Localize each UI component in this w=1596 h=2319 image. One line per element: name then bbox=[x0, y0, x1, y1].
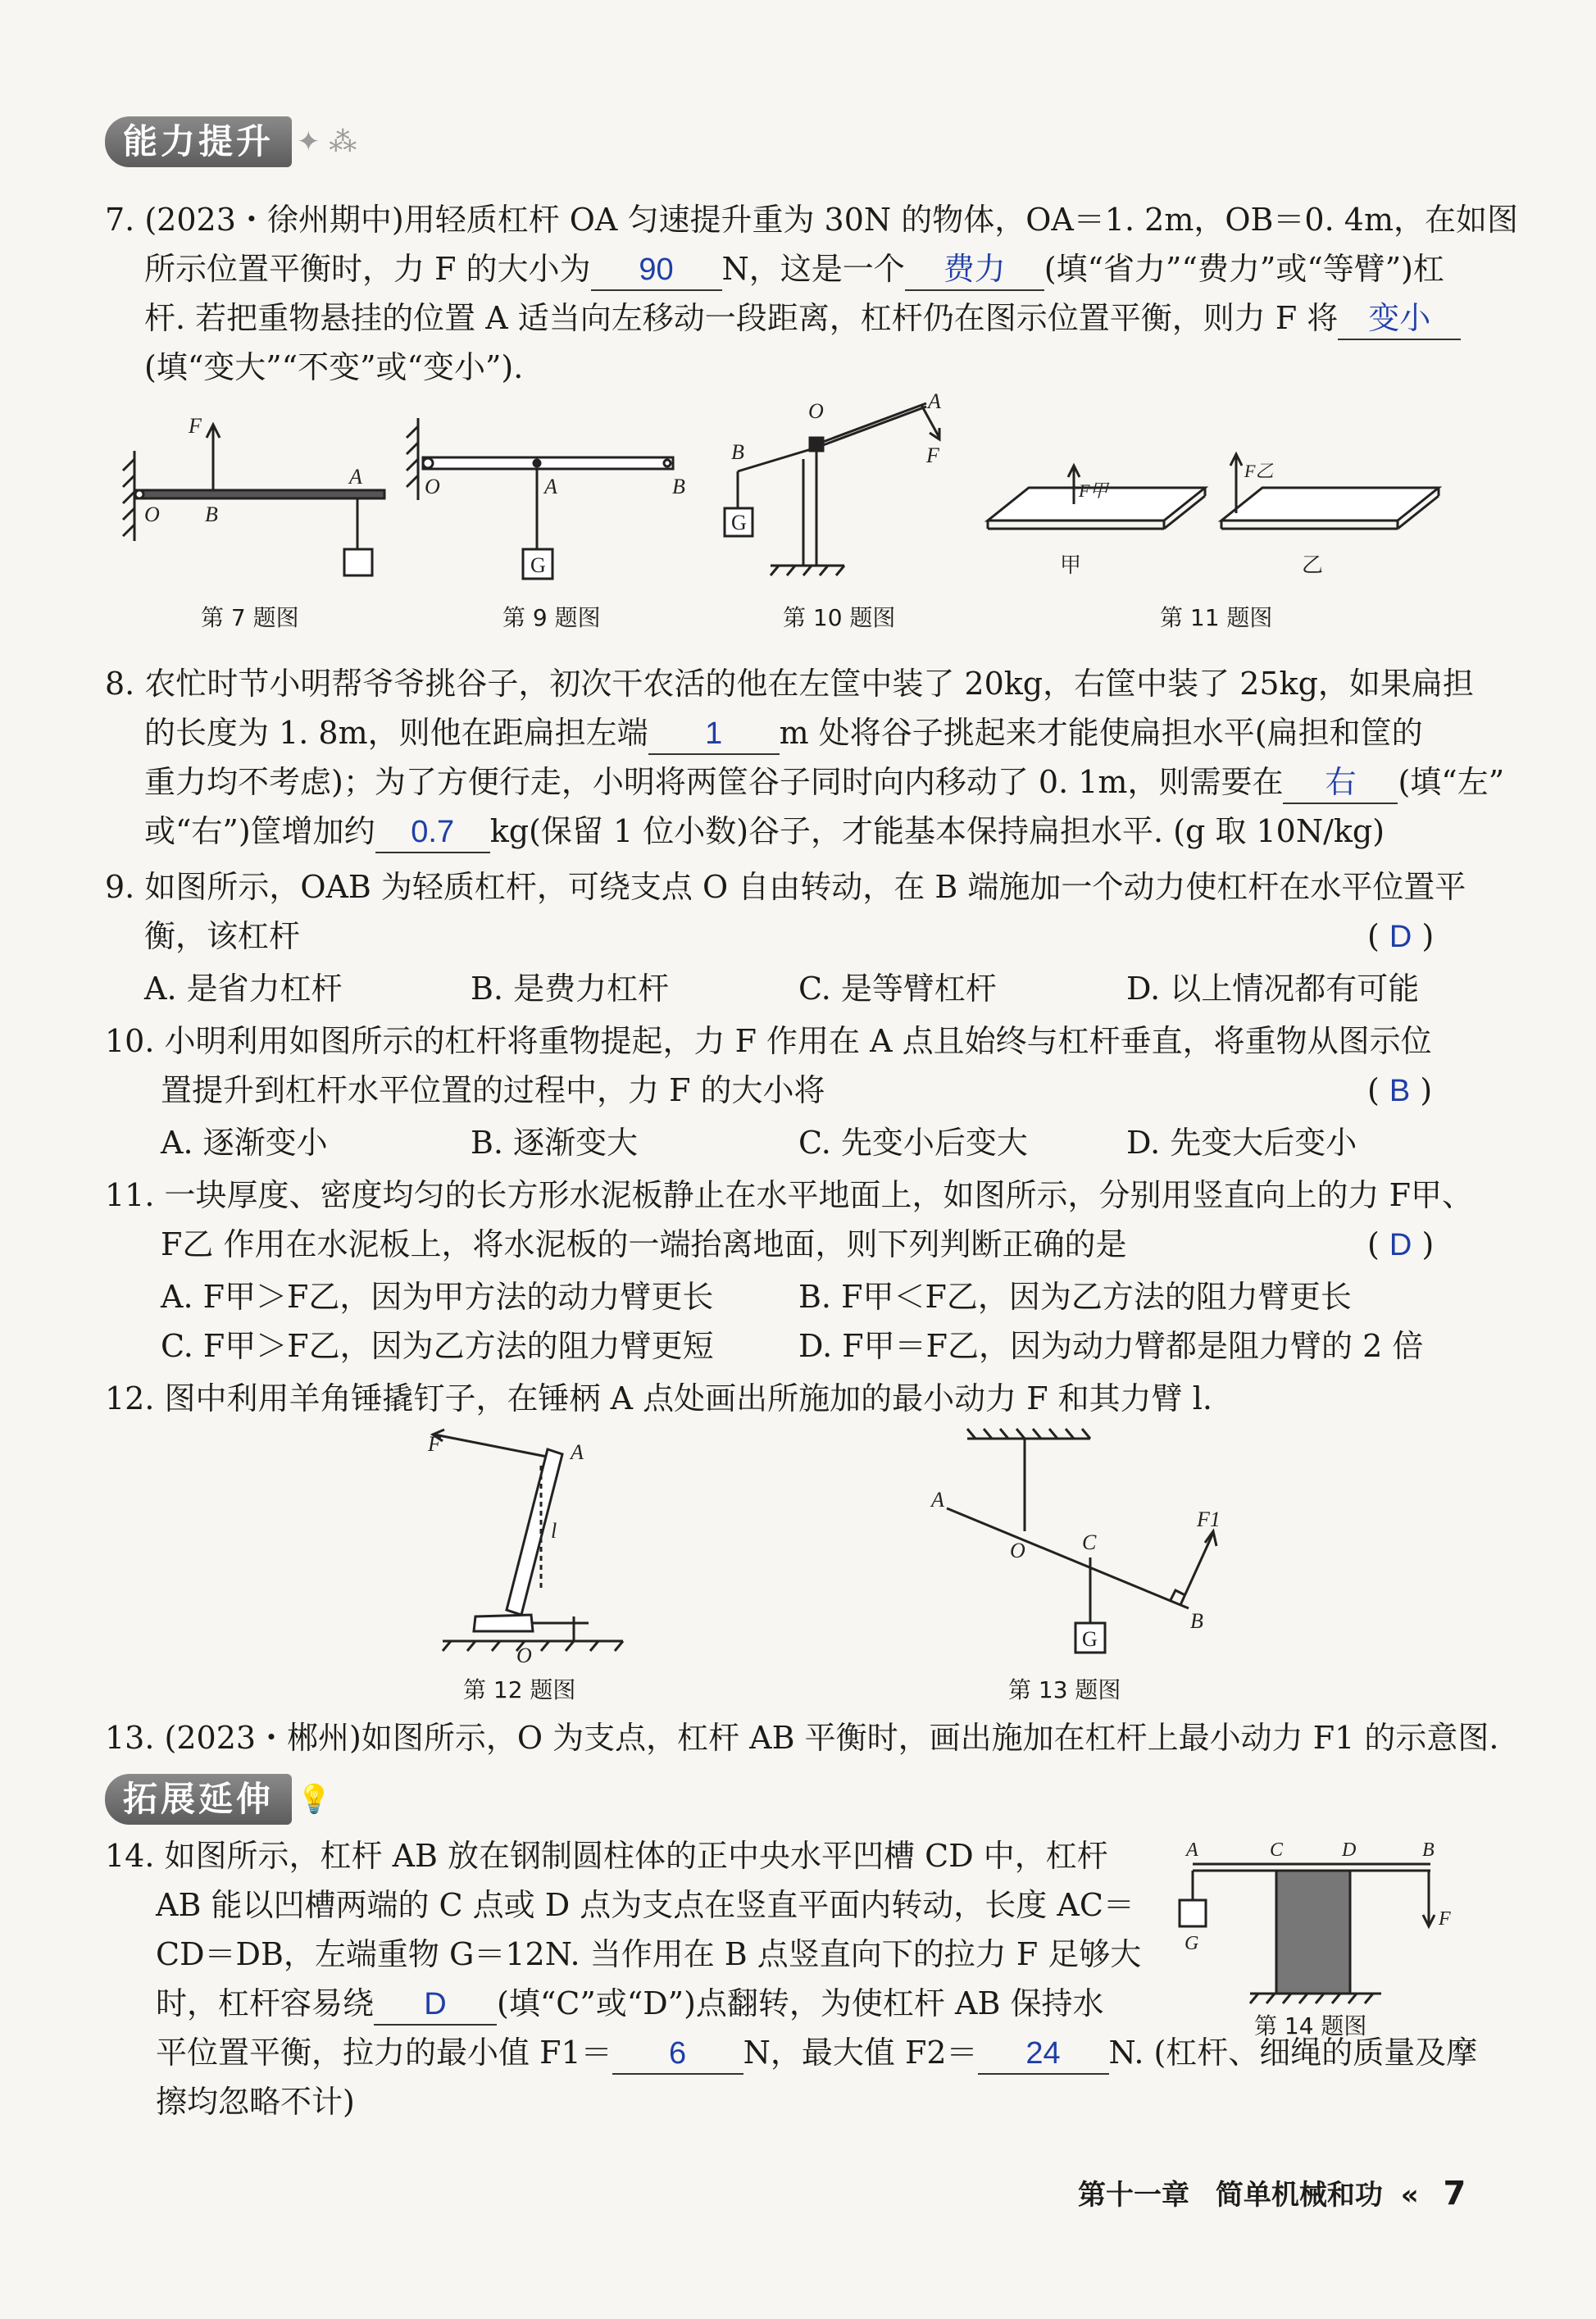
caption-fig9: 第 9 题图 bbox=[502, 604, 601, 631]
fig12-label-A: A bbox=[571, 1440, 584, 1464]
fig10-label-F: F bbox=[926, 443, 939, 467]
fig13-label-O: O bbox=[1010, 1539, 1025, 1562]
figure-7 bbox=[123, 425, 384, 575]
footer-chapter: 第十一章 bbox=[1078, 2179, 1189, 2212]
caption-fig13: 第 13 题图 bbox=[1008, 1676, 1121, 1703]
caption-fig7: 第 7 题图 bbox=[201, 604, 299, 631]
fig7-label-O: O bbox=[144, 502, 160, 526]
fig11-label-Fjia: F甲 bbox=[1079, 480, 1108, 501]
section-header-ability bbox=[105, 113, 357, 171]
section-header-extension bbox=[105, 1771, 331, 1828]
q9-option-d: D. 以上情况都有可能 bbox=[1126, 971, 1420, 1007]
fig10-label-B: B bbox=[731, 440, 744, 464]
q11-option-b: B. F甲＜F乙，因为乙方法的阻力臂更长 bbox=[798, 1279, 1352, 1315]
fig12-label-l: l bbox=[551, 1519, 557, 1543]
fig10-label-G: G bbox=[731, 511, 747, 534]
fig13-label-B: B bbox=[1190, 1609, 1203, 1633]
q8-line4: 或“右”)筐增加约 0.7 kg(保留 1 位小数)谷子，才能基本保持扁担水平. (g 取 10N/kg) bbox=[144, 807, 1385, 856]
q14-line1: 14. 如图所示，杠杆 AB 放在钢制圆柱体的正中央水平凹槽 CD 中，杠杆 bbox=[105, 1838, 1108, 1874]
caption-fig10: 第 10 题图 bbox=[783, 604, 896, 631]
q7-line1: 7. (2023・徐州期中)用轻质杠杆 OA 匀速提升重为 30N 的物体，OA＝1. 2m，OB＝0. 4m，在如图 bbox=[105, 202, 1518, 238]
q9-line1: 9. 如图所示，OAB 为轻质杠杆，可绕支点 O 自由转动，在 B 端施加一个动力使杠杆在水平位置平 bbox=[105, 869, 1466, 905]
q7-line2: 所示位置平衡时，力 F 的大小为 90 N，这是一个 费力 (填“省力”“费力”或“等臂”)杠 bbox=[144, 244, 1444, 293]
section-title: 能力提升 bbox=[105, 116, 292, 167]
figure-12 bbox=[433, 1430, 623, 1651]
fig14-label-A: A bbox=[1186, 1839, 1198, 1861]
lightbulb-icon: 💡 bbox=[297, 1783, 332, 1816]
q10-answer[interactable]: B bbox=[1389, 1074, 1411, 1108]
fig10-label-A: A bbox=[928, 389, 941, 413]
q14-answer-2[interactable]: 6 bbox=[612, 2034, 743, 2075]
chevron-left-icon: « bbox=[1400, 2179, 1419, 2212]
q8-answer-3[interactable]: 0.7 bbox=[375, 812, 490, 853]
q14-answer-3[interactable]: 24 bbox=[978, 2034, 1109, 2075]
q7-line3: 杆. 若把重物悬挂的位置 A 适当向左移动一段距离，杠杆仍在图示位置平衡，则力 F 将 变小 bbox=[144, 293, 1461, 343]
q8-answer-2[interactable]: 右 bbox=[1283, 763, 1398, 804]
q7-answer-2[interactable]: 费力 bbox=[905, 250, 1044, 291]
q11-answer-paren: ( D ) bbox=[1367, 1226, 1435, 1262]
page-footer bbox=[1078, 2172, 1466, 2212]
fig14-label-F: F bbox=[1439, 1908, 1451, 1930]
caption-fig12: 第 12 题图 bbox=[463, 1676, 576, 1703]
caption-fig11: 第 11 题图 bbox=[1160, 604, 1273, 631]
q8-line1: 8. 农忙时节小明帮爷爷挑谷子，初次干农活的他在左筐中装了 20kg，右筐中装了 25kg，如果扁担 bbox=[105, 666, 1474, 702]
q10-line2: 置提升到杠杆水平位置的过程中，力 F 的大小将 bbox=[161, 1072, 825, 1108]
q14-line6: 擦均忽略不计) bbox=[156, 2084, 355, 2120]
q11-line2: F乙 作用在水泥板上，将水泥板的一端抬离地面，则下列判断正确的是 bbox=[161, 1226, 1127, 1262]
q14-answer-1[interactable]: D bbox=[374, 1985, 497, 2026]
q10-option-b: B. 逐渐变大 bbox=[471, 1125, 639, 1161]
figure-10 bbox=[725, 403, 939, 575]
fig14-label-B: B bbox=[1422, 1839, 1435, 1861]
fig10-label-O: O bbox=[808, 399, 824, 423]
fig13-label-G: G bbox=[1082, 1627, 1098, 1651]
q8-answer-1[interactable]: 1 bbox=[648, 714, 780, 755]
figure-11 bbox=[988, 454, 1439, 529]
caption-fig14: 第 14 题图 bbox=[1254, 2012, 1367, 2039]
q8-line2: 的长度为 1. 8m，则他在距扁担左端 1 m 处将谷子挑起来才能使扁担水平(扁担和筐的 bbox=[144, 708, 1423, 757]
q8-line3: 重力均不考虑)；为了方便行走，小明将两筐谷子同时向内移动了 0. 1m，则需要在 右 (填“左” bbox=[144, 757, 1504, 807]
q10-answer-paren: ( B ) bbox=[1367, 1072, 1433, 1108]
fig13-label-F1: F1 bbox=[1197, 1507, 1221, 1531]
footer-title: 简单机械和功 bbox=[1215, 2179, 1383, 2212]
q11-option-a: A. F甲＞F乙，因为甲方法的动力臂更长 bbox=[161, 1279, 714, 1315]
q14-line3: CD＝DB，左端重物 G＝12N. 当作用在 B 点竖直向下的拉力 F 足够大 bbox=[156, 1936, 1142, 1972]
page-number: 7 bbox=[1443, 2175, 1466, 2212]
q13-line1: 13. (2023・郴州)如图所示，O 为支点，杠杆 AB 平衡时，画出施加在杠杆上最小动力 F1 的示意图. bbox=[105, 1720, 1499, 1756]
q14-line2: AB 能以凹槽两端的 C 点或 D 点为支点在竖直平面内转动，长度 AC＝ bbox=[156, 1887, 1134, 1923]
q9-option-b: B. 是费力杠杆 bbox=[471, 971, 670, 1007]
fig9-label-B: B bbox=[672, 475, 685, 498]
fig14-label-G: G bbox=[1184, 1933, 1199, 1954]
q14-line4: 时，杠杆容易绕 D (填“C”或“D”)点翻转，为使杠杆 AB 保持水 bbox=[156, 1979, 1103, 2028]
q14-line5: 平位置平衡，拉力的最小值 F1＝ 6 N，最大值 F2＝ 24 N. (杠杆、细绳的质量及摩 bbox=[156, 2028, 1477, 2077]
q7-answer-3[interactable]: 变小 bbox=[1338, 299, 1461, 340]
fig14-label-C: C bbox=[1270, 1839, 1284, 1861]
q7-line4: (填“变大”“不变”或“变小”). bbox=[144, 349, 524, 385]
q9-answer-paren: ( D ) bbox=[1367, 918, 1435, 954]
q10-option-a: A. 逐渐变小 bbox=[161, 1125, 328, 1161]
fig12-label-F: F bbox=[428, 1432, 441, 1456]
fig11-label-Fyi: F乙 bbox=[1244, 461, 1274, 481]
q12-line1: 12. 图中利用羊角锤撬钉子，在锤柄 A 点处画出所施加的最小动力 F 和其力臂 l. bbox=[105, 1380, 1212, 1416]
q10-option-c: C. 先变小后变大 bbox=[798, 1125, 1028, 1161]
fig11-label-yi: 乙 bbox=[1302, 553, 1324, 577]
q7-answer-1[interactable]: 90 bbox=[591, 250, 722, 291]
fig11-label-jia: 甲 bbox=[1060, 553, 1082, 577]
fig14-label-D: D bbox=[1342, 1839, 1357, 1861]
q9-answer[interactable]: D bbox=[1389, 920, 1412, 954]
figures-row-2 bbox=[410, 1426, 1312, 1672]
q9-option-c: C. 是等臂杠杆 bbox=[798, 971, 997, 1007]
q9-line2: 衡，该杠杆 bbox=[144, 918, 301, 954]
fig7-label-A: A bbox=[349, 465, 362, 489]
q11-option-d: D. F甲＝F乙，因为动力臂都是阻力臂的 2 倍 bbox=[798, 1328, 1424, 1364]
fig7-label-B: B bbox=[205, 502, 218, 526]
section-title: 拓展延伸 bbox=[105, 1774, 292, 1825]
fig9-label-A: A bbox=[544, 475, 557, 498]
q10-option-d: D. 先变大后变小 bbox=[1126, 1125, 1357, 1161]
fig12-label-O: O bbox=[516, 1644, 532, 1667]
sparkle-icon: ✦ ⁂ bbox=[297, 125, 357, 158]
q11-line1: 11. 一块厚度、密度均匀的长方形水泥板静止在水平地面上，如图所示，分别用竖直向上的力 F甲、 bbox=[105, 1177, 1473, 1213]
figure-14 bbox=[1168, 1835, 1496, 2031]
fig9-label-G: G bbox=[530, 553, 546, 577]
fig13-label-A: A bbox=[931, 1488, 944, 1512]
q11-option-c: C. F甲＞F乙，因为乙方法的阻力臂更短 bbox=[161, 1328, 714, 1364]
q10-line1: 10. 小明利用如图所示的杠杆将重物提起，力 F 作用在 A 点且始终与杠杆垂直，将重物从图示位 bbox=[105, 1023, 1432, 1059]
q11-answer[interactable]: D bbox=[1389, 1228, 1412, 1262]
q9-option-a: A. 是省力杠杆 bbox=[144, 971, 343, 1007]
fig9-label-O: O bbox=[425, 475, 440, 498]
fig13-label-C: C bbox=[1082, 1530, 1097, 1554]
fig7-label-F: F bbox=[189, 414, 202, 438]
